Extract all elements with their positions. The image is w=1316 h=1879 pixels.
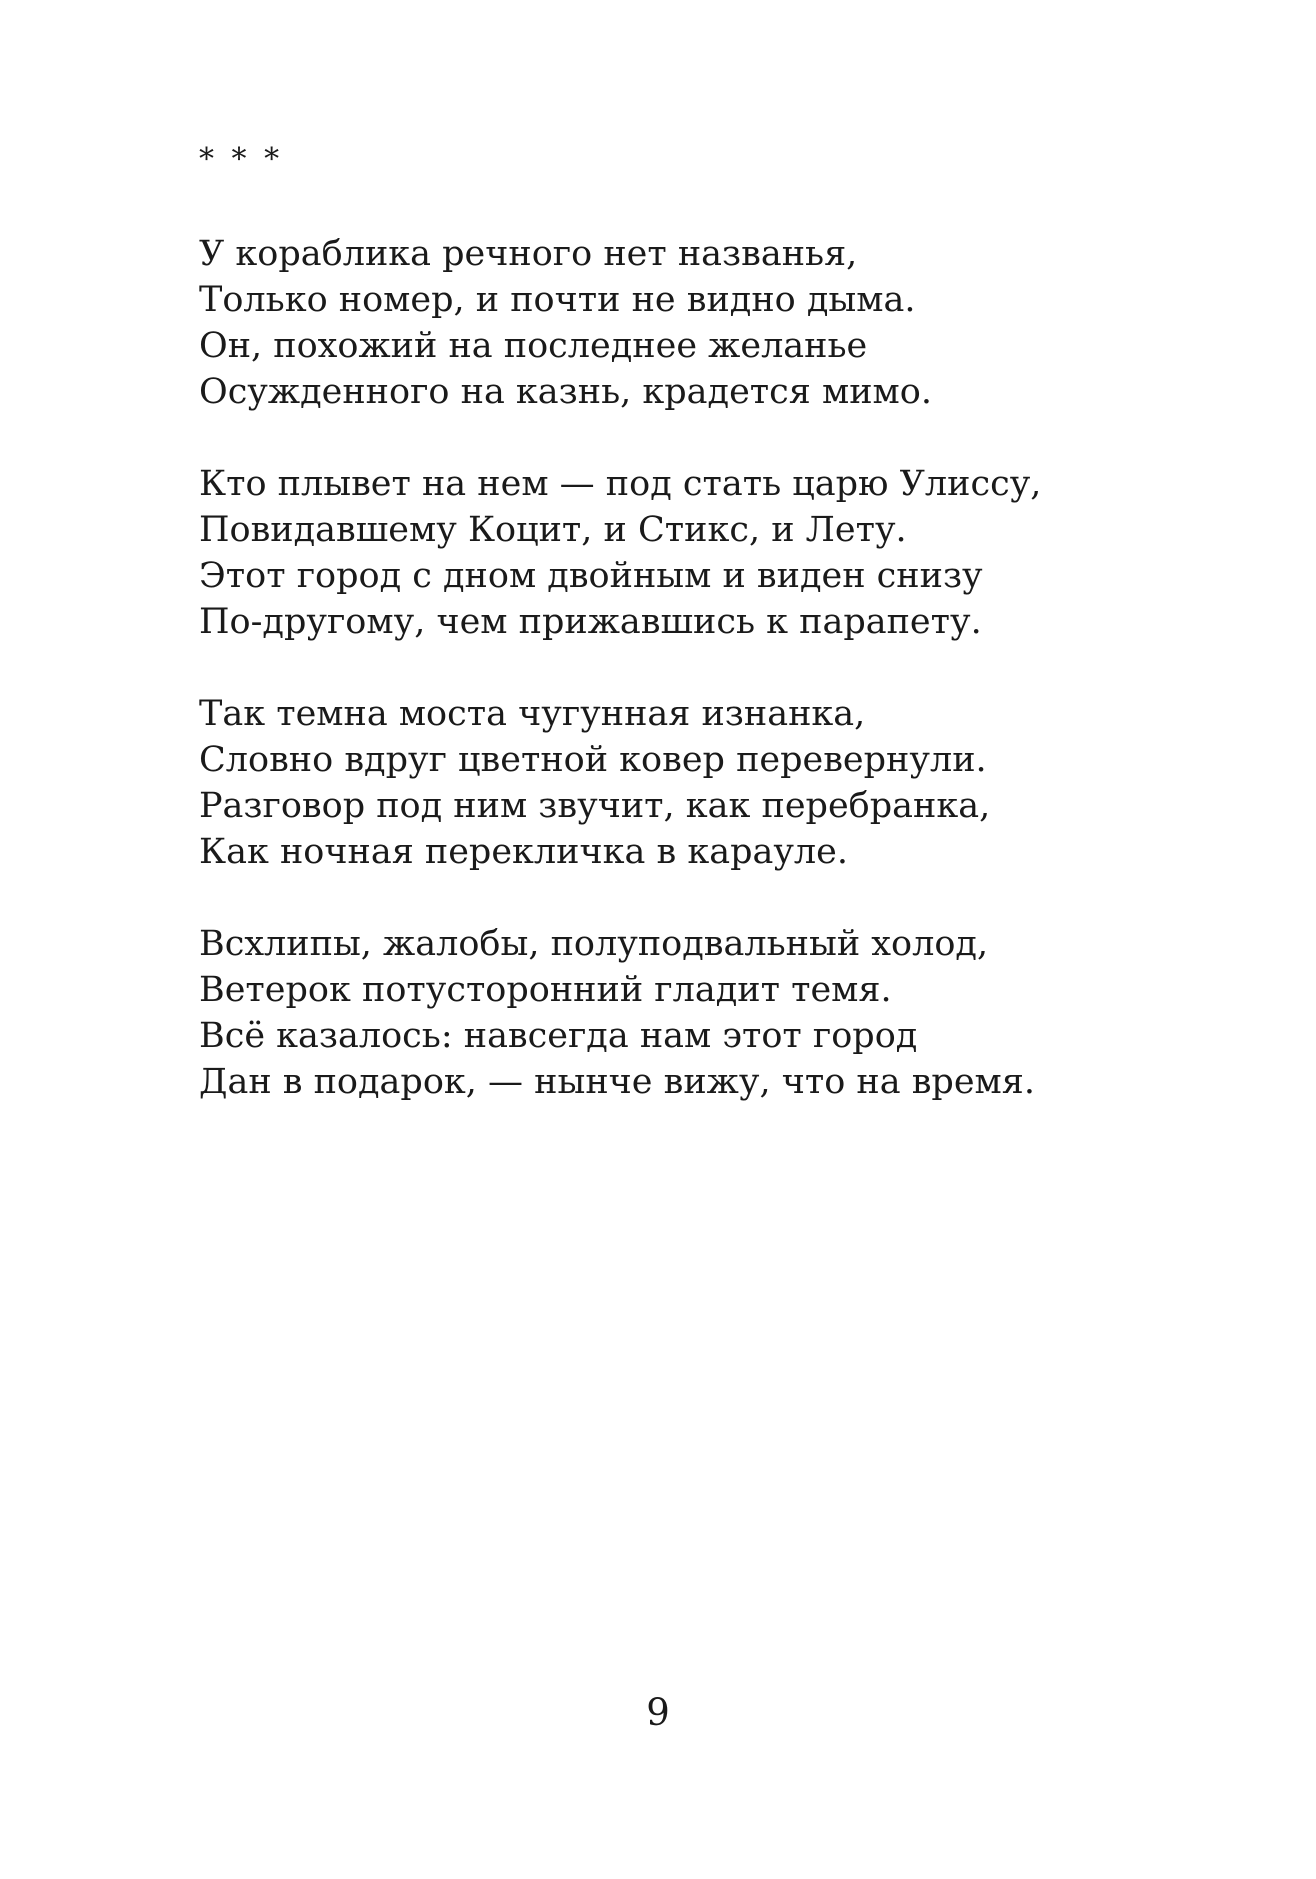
section-separator: * * * (199, 142, 284, 177)
poem-line: Осужденного на казнь, крадется мимо. (199, 372, 932, 412)
stanza (199, 921, 1199, 1105)
poem-line: Всхлипы, жалобы, полуподвальный холод, (199, 924, 989, 964)
poem-line: Этот город с дном двойным и виден снизу (199, 556, 983, 596)
poem-line: Кто плывет на нем — под стать царю Улиссу, (199, 464, 1042, 504)
poem-line: Всё казалось: навсегда нам этот город (199, 1016, 918, 1056)
poem-line: По-другому, чем прижавшись к парапету. (199, 602, 982, 642)
poem-line: Только номер, и почти не видно дыма. (199, 280, 916, 320)
poem-line: Ветерок потусторонний гладит темя. (199, 970, 892, 1010)
page-number: 9 (646, 1691, 670, 1734)
stanza (199, 231, 1199, 415)
poem-line: Так темна моста чугунная изнанка, (199, 694, 866, 734)
stanza (199, 691, 1199, 875)
poem-line: Повидавшему Коцит, и Стикс, и Лету. (199, 510, 907, 550)
poem-line: Разговор под ним звучит, как перебранка, (199, 786, 991, 826)
stanza (199, 461, 1199, 645)
poem-line: У кораблика речного нет названья, (199, 234, 858, 274)
poem (199, 231, 1199, 1151)
poem-line: Словно вдруг цветной ковер перевернули. (199, 740, 987, 780)
poem-line: Дан в подарок, — нынче вижу, что на время. (199, 1062, 1035, 1102)
poem-line: Как ночная перекличка в карауле. (199, 832, 849, 872)
poem-line: Он, похожий на последнее желанье (199, 326, 868, 366)
